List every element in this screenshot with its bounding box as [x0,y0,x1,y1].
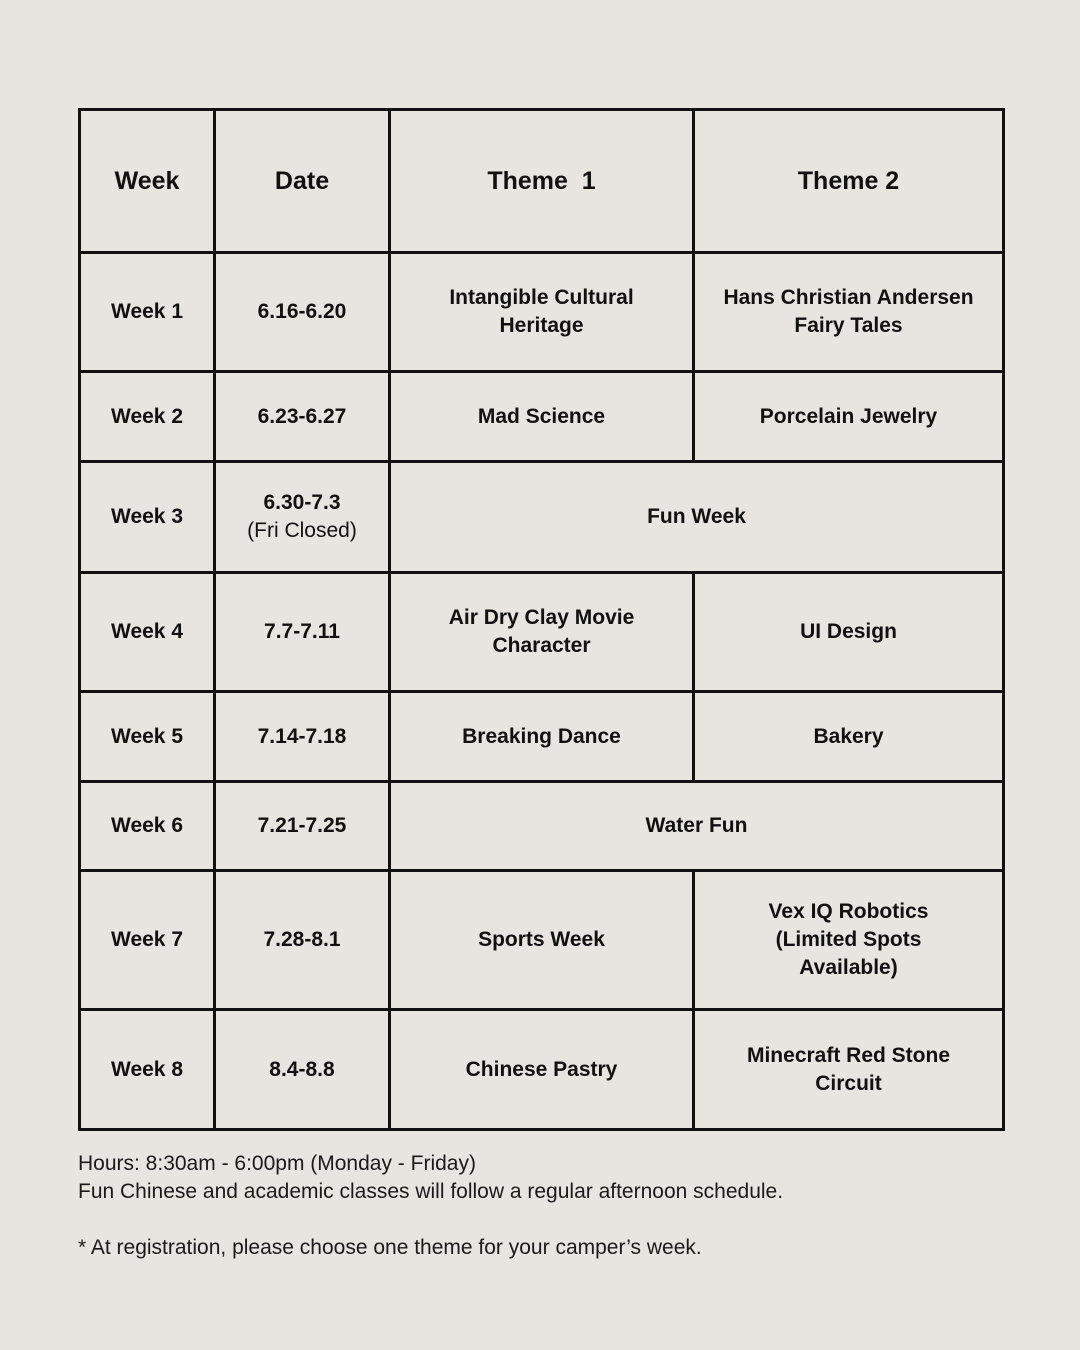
footer-notes [78,1150,1018,1262]
week-cell: Week 3 [80,462,215,573]
theme-2-cell: UI Design [694,573,1004,692]
week-cell: Week 1 [80,253,215,372]
date-cell: 7.21-7.25 [215,782,390,871]
date-cell: 7.7-7.11 [215,573,390,692]
registration-note: * At registration, please choose one theme for your camper’s week. [78,1236,702,1259]
table-row [80,253,1004,372]
header-date: Date [215,110,390,253]
header-theme-1: Theme 1 [390,110,694,253]
header-theme-2: Theme 2 [694,110,1004,253]
date-range: 6.30-7.3 [263,491,341,514]
table-row [80,871,1004,1010]
date-cell: 7.28-8.1 [215,871,390,1010]
classes-text: Fun Chinese and academic classes will follow a regular afternoon schedule. [78,1180,784,1203]
table-row [80,462,1004,573]
date-note: (Fri Closed) [247,519,357,542]
table-row [80,573,1004,692]
date-cell: 8.4-8.8 [215,1010,390,1130]
hours-text: Hours: 8:30am - 6:00pm (Monday - Friday) [78,1152,476,1175]
date-cell: 7.14-7.18 [215,692,390,782]
combined-theme-cell: Fun Week [390,462,1004,573]
date-cell: 6.16-6.20 [215,253,390,372]
theme-2-cell: Vex IQ Robotics (Limited Spots Available) [694,871,1004,1010]
theme-2-cell: Bakery [694,692,1004,782]
week-cell: Week 7 [80,871,215,1010]
week-cell: Week 2 [80,372,215,462]
week-cell: Week 4 [80,573,215,692]
table-row [80,692,1004,782]
table-row [80,372,1004,462]
camp-schedule-table [78,108,1005,1131]
date-cell [215,462,390,573]
theme-1-cell: Sports Week [390,871,694,1010]
theme-2-cell: Minecraft Red Stone Circuit [694,1010,1004,1130]
table-row [80,782,1004,871]
table-header-row [80,110,1004,253]
date-cell: 6.23-6.27 [215,372,390,462]
theme-1-cell: Air Dry Clay Movie Character [390,573,694,692]
week-cell: Week 8 [80,1010,215,1130]
theme-1-cell: Mad Science [390,372,694,462]
week-cell: Week 6 [80,782,215,871]
theme-2-cell: Porcelain Jewelry [694,372,1004,462]
theme-1-cell: Breaking Dance [390,692,694,782]
theme-1-cell: Chinese Pastry [390,1010,694,1130]
week-cell: Week 5 [80,692,215,782]
table-row [80,1010,1004,1130]
theme-1-cell: Intangible Cultural Heritage [390,253,694,372]
combined-theme-cell: Water Fun [390,782,1004,871]
theme-2-cell: Hans Christian Andersen Fairy Tales [694,253,1004,372]
header-week: Week [80,110,215,253]
